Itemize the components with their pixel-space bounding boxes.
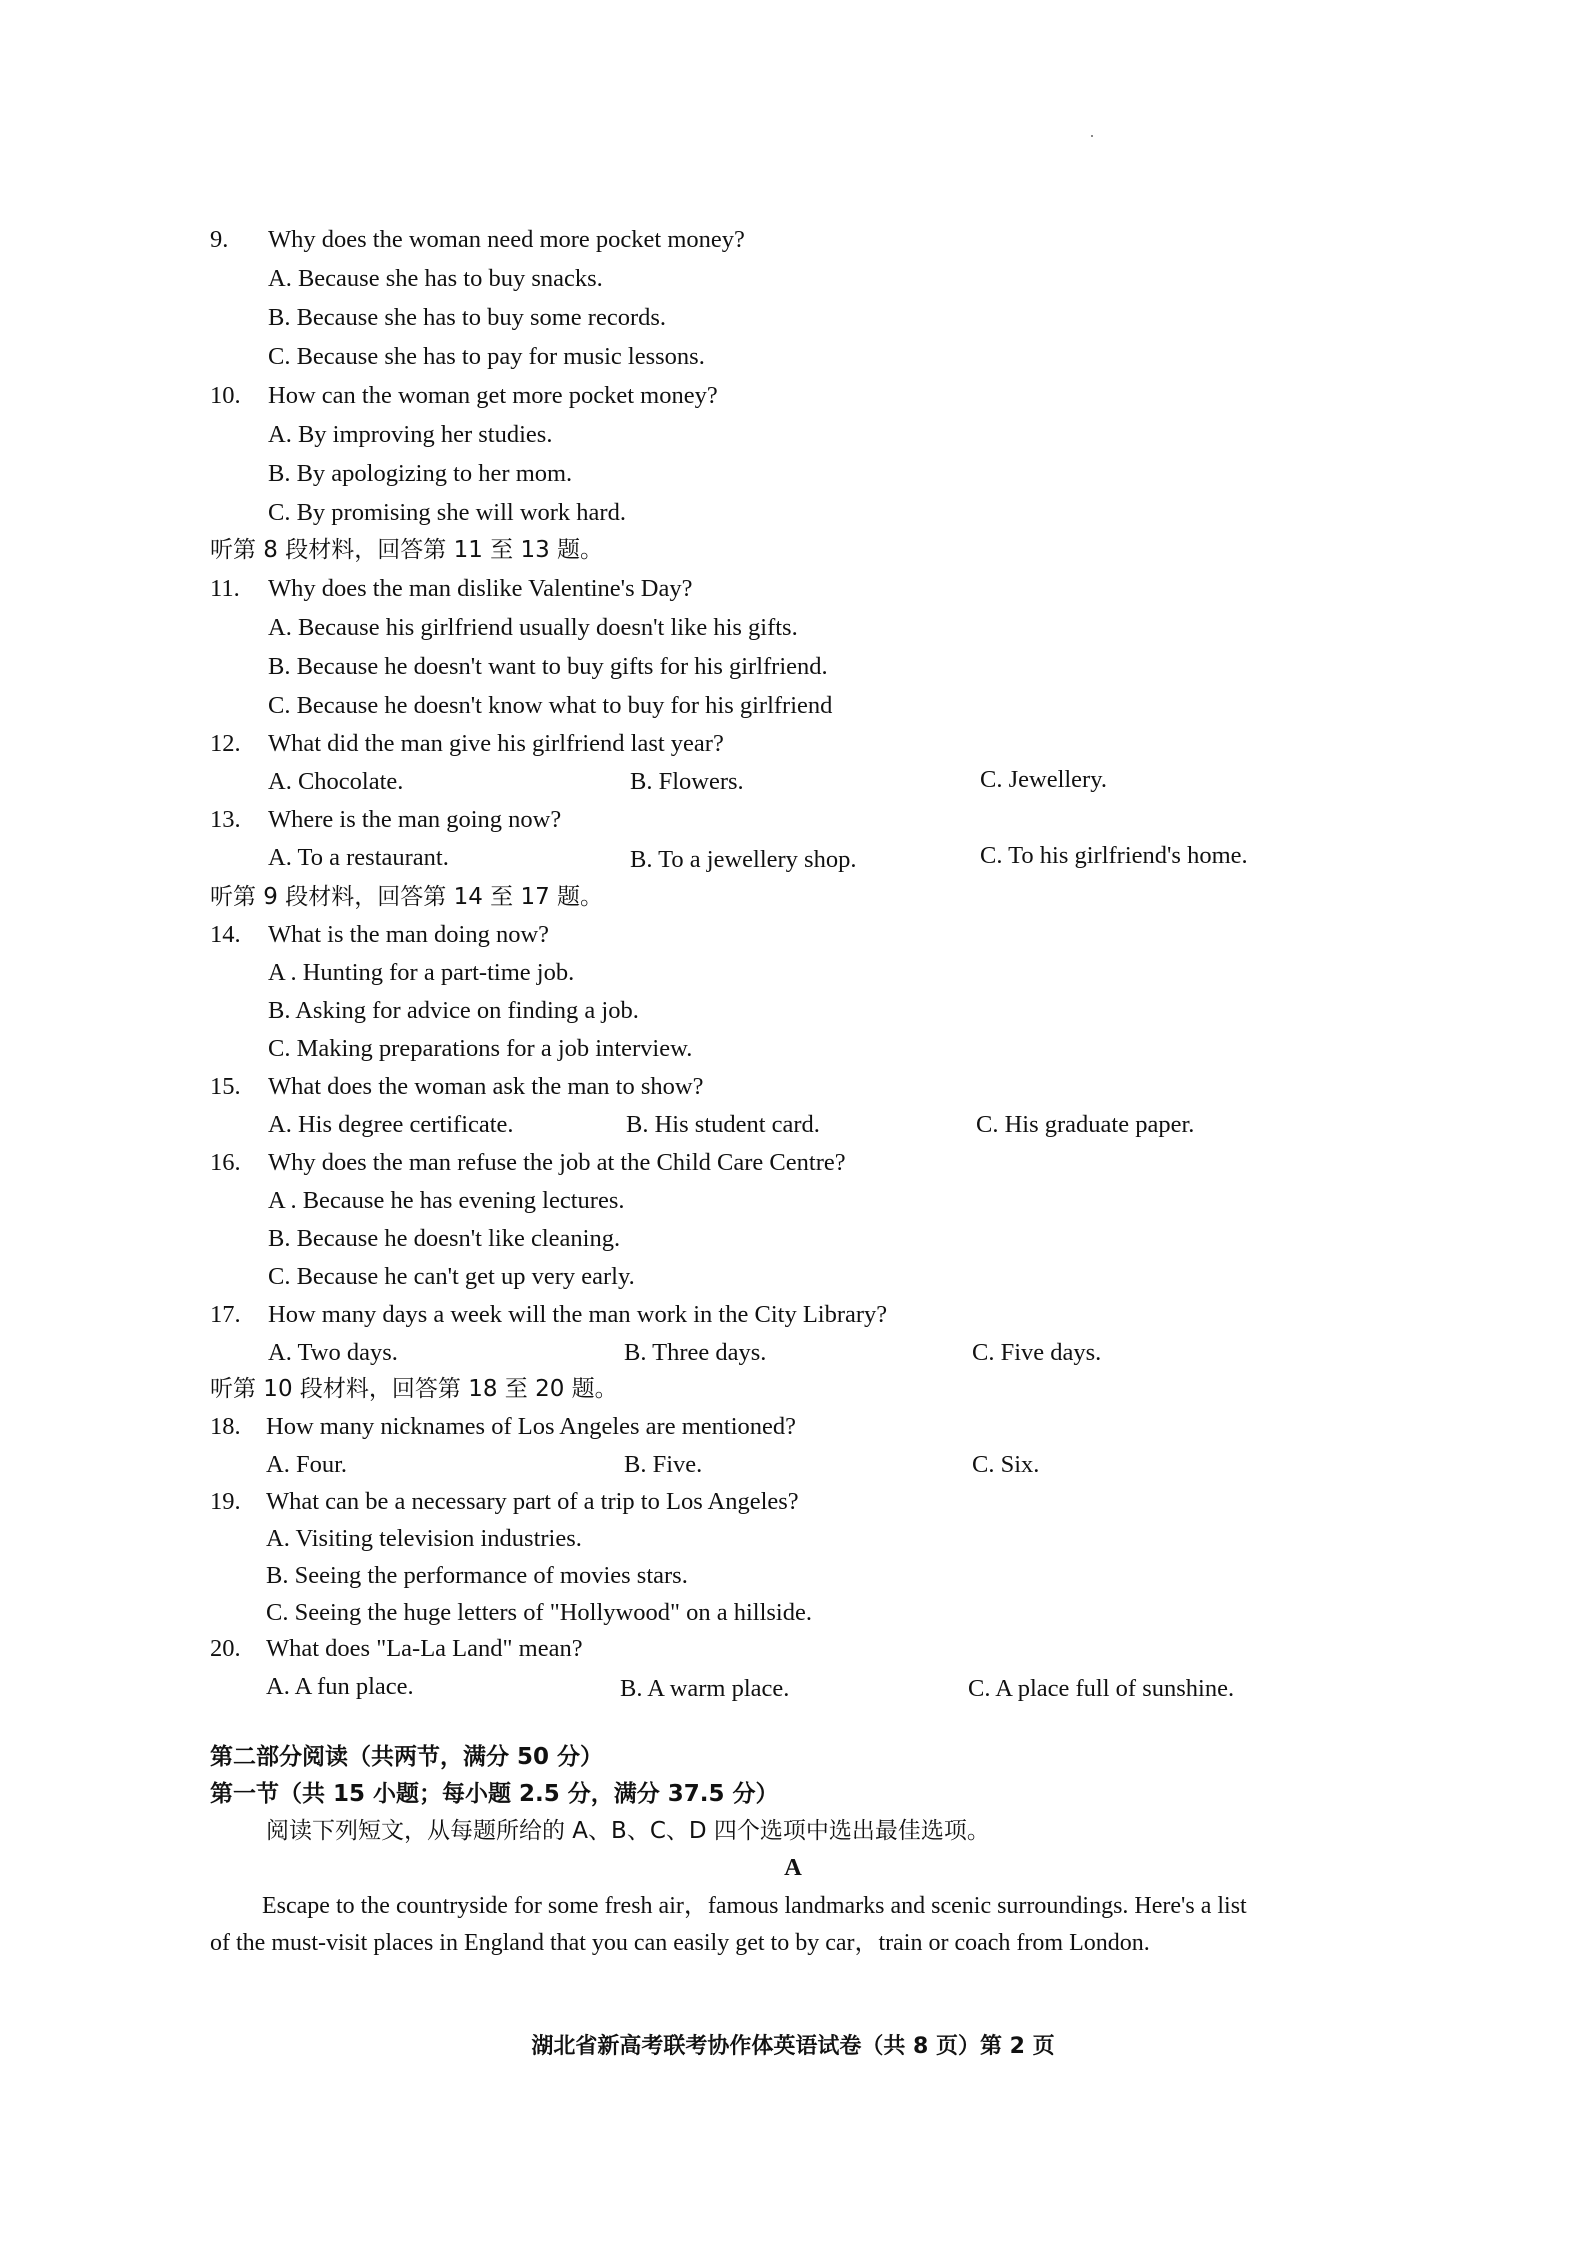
option: A. His degree certificate. [268, 1111, 514, 1138]
passage-line: Escape to the countryside for some fresh air，famous landmarks and scenic surroundings. Here's a list [262, 1893, 1247, 1919]
question-text: Where is the man going now? [268, 806, 562, 833]
question-text: What can be a necessary part of a trip to Los Angeles? [266, 1488, 799, 1515]
section-header: 听第 9 段材料，回答第 14 至 17 题。 [210, 884, 604, 910]
option: C. Because he can't get up very early. [268, 1263, 635, 1290]
option: C. His graduate paper. [976, 1111, 1195, 1138]
part2-section1: 第一节（共 15 小题；每小题 2.5 分，满分 37.5 分） [210, 1781, 779, 1807]
section-header: 听第 10 段材料，回答第 18 至 20 题。 [210, 1376, 618, 1402]
option: A. To a restaurant. [268, 844, 449, 871]
option: B. His student card. [626, 1111, 820, 1138]
option: A. Chocolate. [268, 768, 404, 795]
question-number: 20. [210, 1635, 241, 1662]
question-number: 11. [210, 575, 240, 602]
question-text: How can the woman get more pocket money? [268, 382, 718, 409]
question-number: 17. [210, 1301, 241, 1328]
option: C. To his girlfriend's home. [980, 842, 1248, 869]
option: C. Five days. [972, 1339, 1102, 1366]
option: B. Because she has to buy some records. [268, 304, 667, 331]
option: B. A warm place. [620, 1675, 790, 1702]
part2-title: 第二部分阅读（共两节，满分 50 分） [210, 1744, 604, 1770]
option: A. Visiting television industries. [266, 1525, 582, 1552]
option: B. Because he doesn't want to buy gifts for his girlfriend. [268, 653, 828, 680]
option: C. Six. [972, 1451, 1040, 1478]
option: B. To a jewellery shop. [630, 846, 857, 873]
scan-speck [1091, 135, 1093, 137]
part2-instruction: 阅读下列短文，从每题所给的 A、B、C、D 四个选项中选出最佳选项。 [266, 1818, 990, 1844]
option: B. Three days. [624, 1339, 767, 1366]
option: B. Because he doesn't like cleaning. [268, 1225, 621, 1252]
option: C. By promising she will work hard. [268, 499, 626, 526]
question-number: 9. [210, 226, 229, 253]
option: A . Hunting for a part-time job. [268, 959, 575, 986]
option: A. A fun place. [266, 1673, 414, 1700]
option: C. Because he doesn't know what to buy for his girlfriend [268, 692, 833, 719]
option: A. Four. [266, 1451, 348, 1478]
question-number: 15. [210, 1073, 241, 1100]
question-text: What does "La-La Land" mean? [266, 1635, 583, 1662]
question-number: 13. [210, 806, 241, 833]
option: C. Jewellery. [980, 766, 1107, 793]
option: A. By improving her studies. [268, 421, 553, 448]
option: B. Flowers. [630, 768, 744, 795]
option: B. By apologizing to her mom. [268, 460, 573, 487]
passage-line: of the must-visit places in England that you can easily get to by car，train or coach from London. [210, 1930, 1150, 1956]
option: B. Five. [624, 1451, 703, 1478]
option: A. Because his girlfriend usually doesn't like his gifts. [268, 614, 798, 641]
section-header: 听第 8 段材料，回答第 11 至 13 题。 [210, 537, 604, 563]
option: C. Seeing the huge letters of "Hollywood" on a hillside. [266, 1599, 812, 1626]
option: B. Seeing the performance of movies stars. [266, 1562, 688, 1589]
question-text: What is the man doing now? [268, 921, 550, 948]
option: B. Asking for advice on finding a job. [268, 997, 639, 1024]
option: A. Two days. [268, 1339, 398, 1366]
question-text: How many nicknames of Los Angeles are mentioned? [266, 1413, 797, 1440]
question-text: Why does the man dislike Valentine's Day? [268, 575, 693, 602]
question-text: How many days a week will the man work in the City Library? [268, 1301, 888, 1328]
question-number: 10. [210, 382, 241, 409]
question-text: What did the man give his girlfriend last year? [268, 730, 724, 757]
question-text: Why does the woman need more pocket money? [268, 226, 745, 253]
question-number: 12. [210, 730, 241, 757]
question-number: 19. [210, 1488, 241, 1515]
question-number: 18. [210, 1413, 241, 1440]
question-text: Why does the man refuse the job at the Child Care Centre? [268, 1149, 846, 1176]
option: A . Because he has evening lectures. [268, 1187, 625, 1214]
option: C. Making preparations for a job interview. [268, 1035, 693, 1062]
question-number: 16. [210, 1149, 241, 1176]
option: C. A place full of sunshine. [968, 1675, 1235, 1702]
question-number: 14. [210, 921, 241, 948]
page-footer: 湖北省新高考联考协作体英语试卷（共 8 页）第 2 页 [531, 2034, 1055, 2059]
option: A. Because she has to buy snacks. [268, 265, 603, 292]
option: C. Because she has to pay for music lessons. [268, 343, 705, 370]
passage-label: A [784, 1854, 802, 1881]
question-text: What does the woman ask the man to show? [268, 1073, 704, 1100]
